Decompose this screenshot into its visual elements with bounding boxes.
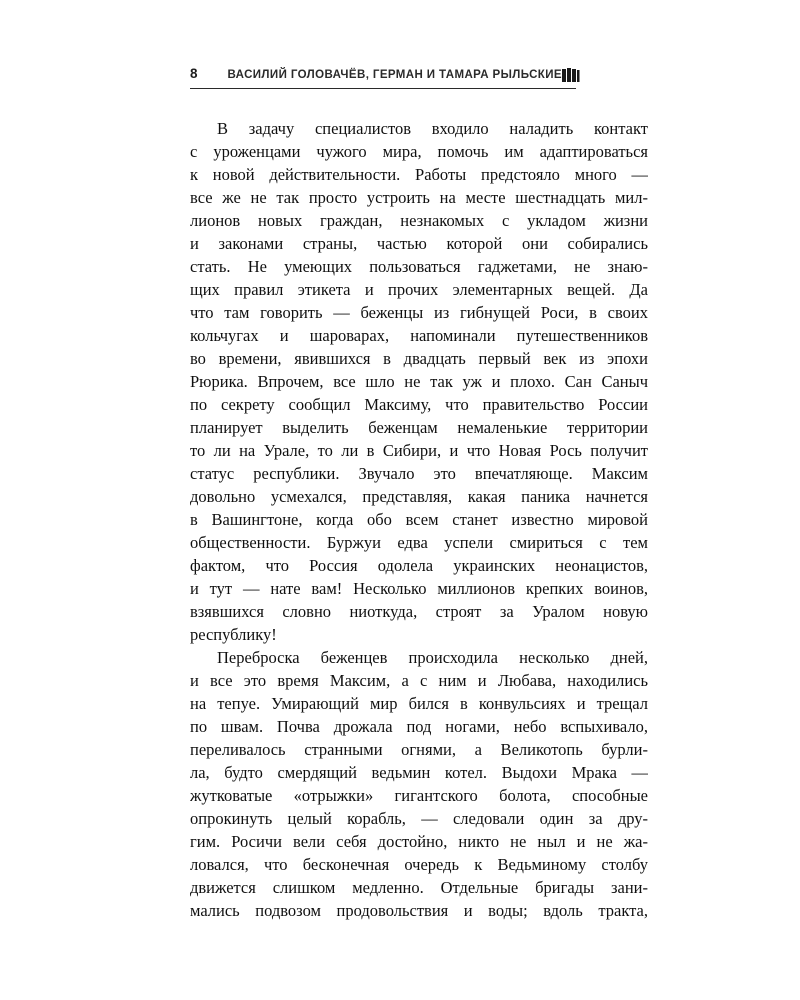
text-line: статус республики. Звучало это впечатляюще. Максим bbox=[190, 464, 648, 483]
book-text bbox=[190, 117, 648, 922]
text-line: и законами страны, частью которой они собирались bbox=[190, 234, 648, 253]
text-line: жутковатые «отрыжки» гигантского болота, способные bbox=[190, 786, 648, 805]
text-line: ловался, что бесконечная очередь к Ведьминому столбу bbox=[190, 855, 648, 874]
text-line: на тепуе. Умирающий мир бился в конвульсиях и трещал bbox=[190, 694, 648, 713]
text-line: взявшихся словно ниоткуда, строят за Уралом новую bbox=[190, 602, 648, 621]
text-line: планирует выделить беженцам немаленькие территории bbox=[190, 418, 648, 437]
text-line: республику! bbox=[190, 625, 277, 644]
text-line: Переброска беженцев происходила несколько дней, bbox=[217, 648, 648, 667]
text-line: мались подвозом продовольствия и воды; вдоль тракта, bbox=[190, 901, 648, 920]
text-line: по швам. Почва дрожала под ногами, небо вспыхивало, bbox=[190, 717, 648, 736]
text-line: и тут — нате вам! Несколько миллионов крепких воинов, bbox=[190, 579, 648, 598]
text-line: во времени, явившихся в двадцать первый век из эпохи bbox=[190, 349, 648, 368]
running-title: ВАСИЛИЙ ГОЛОВАЧЁВ, ГЕРМАН И ТАМАРА РЫЛЬСКИЕ bbox=[227, 69, 562, 81]
text-line: кольчугах и шароварах, напоминали путешественников bbox=[190, 326, 648, 345]
text-line: общественности. Буржуи едва успели смириться с тем bbox=[190, 533, 648, 552]
text-line: стать. Не умеющих пользоваться гаджетами, не знаю- bbox=[190, 257, 648, 276]
text-line: движется слишком медленно. Отдельные бригады зани- bbox=[190, 878, 648, 897]
page-header bbox=[190, 66, 576, 89]
text-line: все же не так просто устроить на месте шестнадцать мил- bbox=[190, 188, 648, 207]
text-line: гим. Росичи вели себя достойно, никто не ныл и не жа- bbox=[190, 832, 648, 851]
text-line: и все это время Максим, а с ним и Любава, находились bbox=[190, 671, 648, 690]
publisher-logo-icon bbox=[562, 68, 580, 82]
text-line: ла, будто смердящий ведьмин котел. Выдохи Мрака — bbox=[190, 763, 648, 782]
text-line: то ли на Урале, то ли в Сибири, и что Новая Рось получит bbox=[190, 441, 648, 460]
text-line: фактом, что Россия одолела украинских неонацистов, bbox=[190, 556, 648, 575]
text-line: к новой действительности. Работы предстояло много — bbox=[190, 165, 648, 184]
text-line: щих правил этикета и прочих элементарных вещей. Да bbox=[190, 280, 648, 299]
text-line: по секрету сообщил Максиму, что правительство России bbox=[190, 395, 648, 414]
page-number: 8 bbox=[190, 66, 198, 81]
text-line: В задачу специалистов входило наладить контакт bbox=[217, 119, 648, 138]
text-line: опрокинуть целый корабль, — следовали один за дру- bbox=[190, 809, 648, 828]
paragraph bbox=[190, 646, 648, 922]
text-line: переливалось странными огнями, а Великотопь бурли- bbox=[190, 740, 648, 759]
text-line: Рюрика. Впрочем, все шло не так уж и плохо. Сан Саныч bbox=[190, 372, 648, 391]
paragraph bbox=[190, 117, 648, 646]
text-line: что там говорить — беженцы из гибнущей Роси, в своих bbox=[190, 303, 648, 322]
text-line: лионов новых граждан, незнакомых с укладом жизни bbox=[190, 211, 648, 230]
text-line: довольно усмехался, представляя, какая паника начнется bbox=[190, 487, 648, 506]
text-line: с уроженцами чужого мира, помочь им адаптироваться bbox=[190, 142, 648, 161]
text-line: в Вашингтоне, когда обо всем станет известно мировой bbox=[190, 510, 648, 529]
